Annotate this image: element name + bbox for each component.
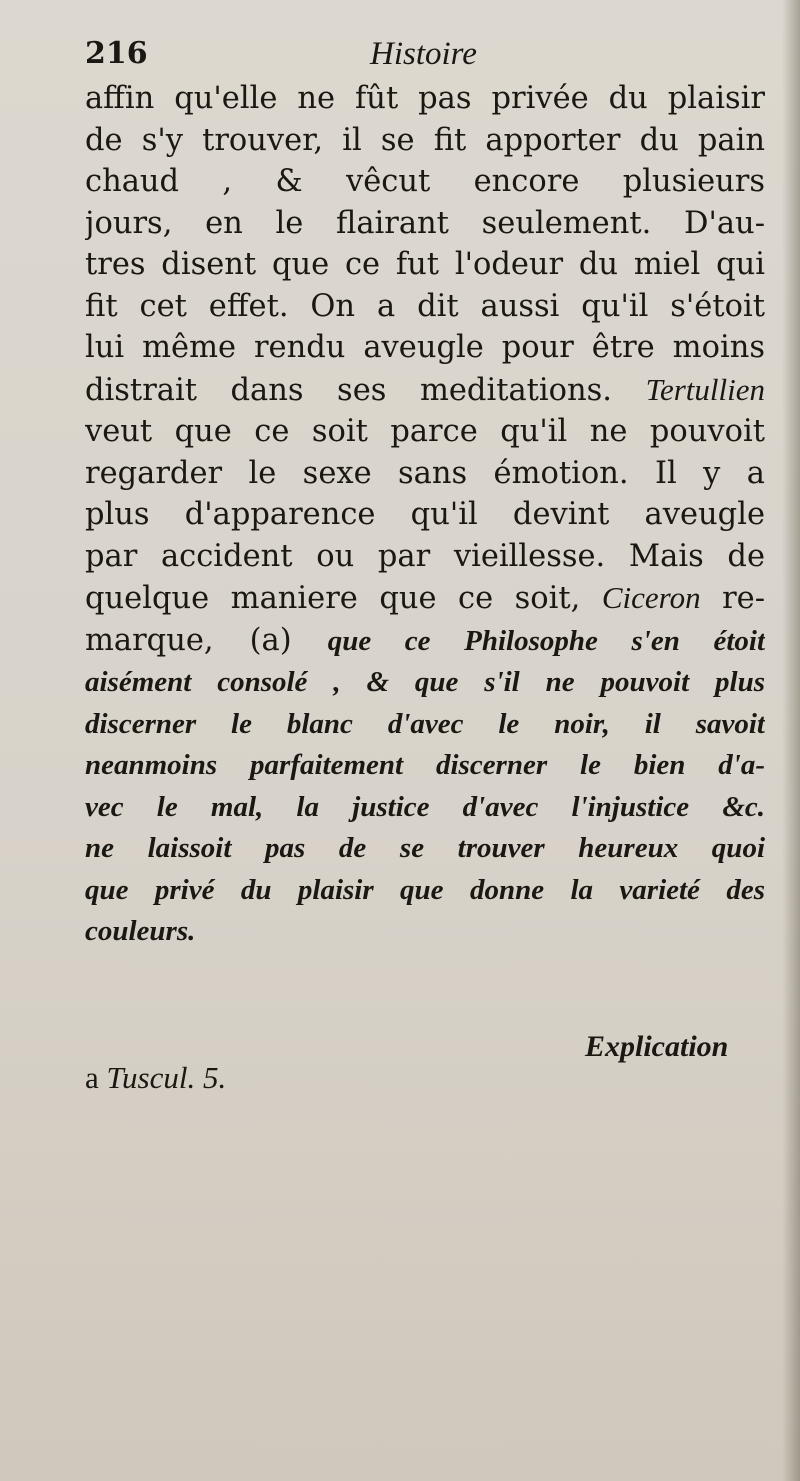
- text-line: plus d'apparence qu'il devint aveugle: [85, 497, 765, 532]
- text-line: lui même rendu aveugle pour être moins: [85, 330, 765, 365]
- page-header: [85, 36, 765, 76]
- text-line: [85, 577, 765, 620]
- footnote-marker: a: [85, 1060, 99, 1095]
- quoted-line: neanmoins parfaitement discerner le bien d'a-: [85, 749, 765, 781]
- body-text: [85, 78, 765, 953]
- text-line: regarder le sexe sans émotion. Il y a: [85, 455, 765, 491]
- text-line: chaud , & vêcut encore plusieurs: [85, 164, 765, 199]
- quoted-line: aisément consolé , & que s'il ne pouvoit plus: [85, 666, 765, 698]
- text-segment: quelque maniere que ce soit,: [85, 581, 581, 616]
- text-line: veut que ce soit parce qu'il ne pouvoit: [85, 414, 765, 449]
- page-number: 216: [85, 36, 148, 71]
- footnote-text: Tuscul. 5.: [106, 1060, 227, 1095]
- text-line: [85, 620, 765, 663]
- catchword: Explication: [585, 1030, 729, 1063]
- text-line: par accident ou par vieillesse. Mais de: [85, 538, 765, 574]
- page-edge-shadow: [782, 0, 800, 1481]
- author-name-tertullien: Tertullien: [645, 371, 765, 407]
- text-line: tres disent que ce fut l'odeur du miel qui: [85, 247, 765, 282]
- text-segment: distrait dans ses meditations.: [85, 372, 613, 408]
- author-name-ciceron: Ciceron: [601, 580, 701, 615]
- text-segment: marque, (a): [85, 622, 292, 658]
- quoted-line: que privé du plaisir que donne la varieté des: [85, 873, 765, 906]
- quoted-line: ne laissoit pas de se trouver heureux quoi: [85, 832, 765, 864]
- text-line: de s'y trouver, il se fit apporter du pain: [85, 122, 765, 158]
- running-title: Histoire: [370, 36, 477, 72]
- quoted-line: couleurs.: [85, 915, 196, 947]
- quoted-text: que ce Philosophe s'en étoit: [327, 624, 765, 657]
- quoted-line: discerner le blanc d'avec le noir, il savoit: [85, 707, 765, 740]
- text-line: fit cet effet. On a dit aussi qu'il s'étoit: [85, 288, 765, 324]
- text-line: jours, en le flairant seulement. D'au-: [85, 205, 765, 241]
- text-segment: re-: [722, 581, 765, 616]
- text-line: [85, 369, 765, 412]
- footnote: [85, 1060, 226, 1096]
- quoted-line: vec le mal, la justice d'avec l'injustice &c.: [85, 790, 765, 823]
- text-line: affin qu'elle ne fût pas privée du plaisir: [85, 81, 765, 116]
